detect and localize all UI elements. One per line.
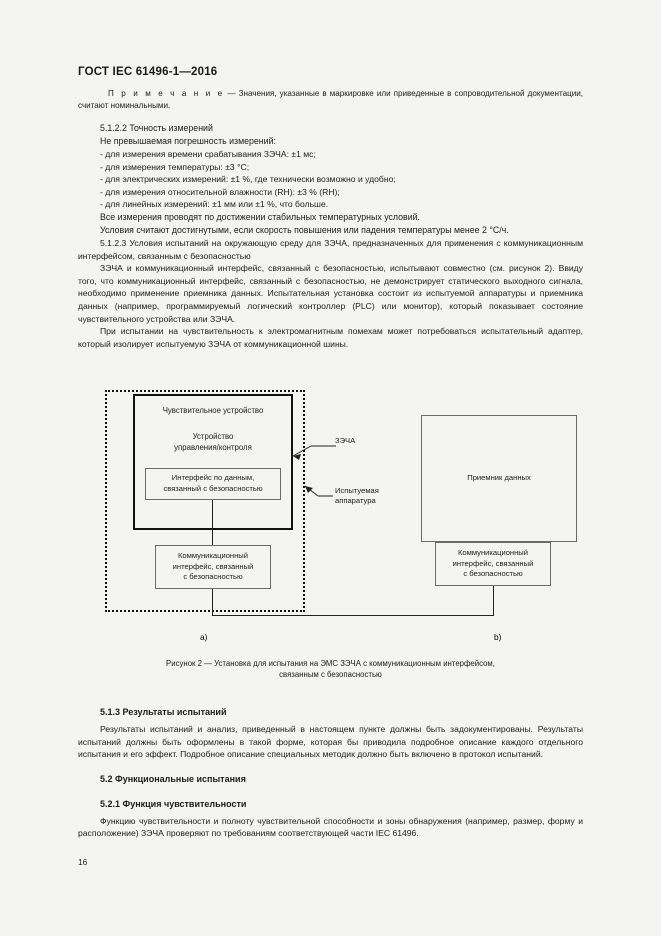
clause-5-1-2-2-tail-1: Все измерения проводят по достижении стабильных температурных условий.: [100, 211, 420, 222]
clause-5-1-2-3-paragraph-2: При испытании на чувствительность к электромагнитным помехам может потребоваться испытательный адаптер, который изолирует испытуемую ЗЭЧА от коммуникационной шины.: [78, 326, 583, 349]
data-interface-box: [145, 468, 281, 500]
body-column-lower: [78, 706, 583, 840]
sensing-device-label: Чувствительное устройство: [162, 406, 264, 415]
clause-5-2-1-paragraph-1: Функцию чувствительности и полноту чувствительной способности и зоны обнаружения (например, размер, форму и расположение) ЗЭЧА проверяют по требованиям соответствующей части IEC 61496.: [78, 815, 583, 839]
clause-5-2-1-heading: 5.2.1 Функция чувствительности: [100, 798, 247, 809]
figure-2: [0, 382, 661, 692]
bus-horizontal: [212, 615, 494, 616]
comm-left-line-1: Коммуникационный: [177, 551, 249, 561]
control-unit-line-1: Устройство: [192, 432, 234, 441]
clause-5-1-3-paragraph-1: Результаты испытаний и анализ, приведенный в настоящем пункте должны быть задокументированы. Результаты испытаний должны быть оформлены в такой форме, которая бы приводила подробное описание каждого отдельного испытания и его эффект. Подробное описание специальных методик должно быть включено в протокол испытаний.: [78, 724, 583, 760]
figure-caption-line-2: связанным с безопасностью: [279, 670, 382, 679]
clause-5-1-2-3-heading: 5.1.2.3 Условия испытаний на окружающую среду для ЗЭЧА, предназначенных для применения с коммуникационным интерфейсом, связанным с безопасностью: [78, 237, 583, 261]
clause-5-1-2-2-tail-2: Условия считают достигнутыми, если скорость повышения или падения температуры менее 2 °C/ч.: [100, 224, 509, 235]
comm-right-line-2: интерфейс, связанный: [452, 558, 534, 568]
label-tested-equipment: [335, 486, 379, 507]
comm-interface-right-label: [453, 548, 534, 580]
body-column: [78, 88, 583, 350]
clause-5-1-2-2-heading: 5.1.2.2 Точность измерений: [100, 123, 213, 133]
label-zecha: ЗЭЧА: [335, 436, 356, 445]
comm-left-line-2: интерфейс, связанный: [172, 561, 254, 571]
data-receiver-label: Приемник данных: [467, 473, 531, 483]
page-number: 16: [78, 857, 88, 867]
clause-5-2-heading: 5.2 Функциональные испытания: [100, 773, 246, 784]
leader-tested-diagonal: [305, 486, 318, 496]
note-dash: —: [224, 89, 239, 98]
comm-right-line-1: Коммуникационный: [457, 548, 529, 558]
document-header: ГОСТ IEC 61496-1—2016: [78, 66, 218, 78]
measurement-item-2: - для электрических измерений: ±1 %, где технически возможно и удобно;: [100, 174, 396, 185]
bus-right-drop: [493, 586, 494, 616]
subfigure-label-b: b): [494, 632, 502, 642]
measurement-item-4: - для линейных измерений: ±1 мм или ±1 %, что больше.: [100, 199, 329, 210]
clause-5-1-3-heading: 5.1.3 Результаты испытаний: [100, 707, 227, 717]
label-tested-line-1: Испытуемая: [335, 486, 379, 495]
data-interface-label: [163, 473, 262, 494]
bus-left-drop: [212, 589, 213, 616]
comm-interface-left-box: [155, 545, 271, 589]
note-label: П р и м е ч а н и е: [108, 89, 225, 98]
clause-5-1-2-3-paragraph-1: ЗЭЧА и коммуникационный интерфейс, связанный с безопасностью, испытывают совместно (см. рисунок 2). Ввиду того, что коммуникационный интерфейс, связанный с безопасностью, не демонстрирует статического выходного сигнала, необходимо применение приемника данных. Испытательная установка состоит из испытуемой аппаратуры и приемника данных (например, программируемый логический контроллер (PLC) или монитор), который показывает состояние чувствительного устройства или ЗЭЧА.: [78, 263, 583, 324]
control-unit-line-2: управления/контроля: [174, 442, 252, 452]
connector-data-to-comm-left: [212, 500, 213, 545]
comm-interface-left-label: [173, 551, 254, 583]
clause-5-1-2-2-intro: Не превышаемая погрешность измерений:: [100, 136, 276, 146]
note-text: Значения, указанные в маркировке или приведенные в сопроводительной документации, считают номинальными.: [78, 89, 584, 110]
sensing-device-box: [133, 394, 293, 530]
data-interface-line-2: связанный с безопасностью: [163, 484, 263, 493]
measurement-item-0: - для измерения времени срабатывания ЗЭЧА: ±1 мс;: [100, 149, 316, 159]
measurement-item-1: - для измерения температуры: ±3 °C;: [100, 161, 250, 172]
comm-right-line-3: с безопасностью: [463, 569, 523, 579]
arrowhead-tested: [305, 486, 313, 493]
label-tested-line-2: аппаратура: [335, 496, 376, 506]
comm-left-line-3: с безопасностью: [183, 572, 243, 582]
figure-caption: [0, 658, 661, 680]
control-unit-label: [135, 432, 291, 453]
measurement-item-3: - для измерения относительной влажности (RH): ±3 % (RH);: [100, 186, 340, 197]
note-paragraph: [78, 88, 583, 112]
figure-caption-line-1: Рисунок 2 — Установка для испытания на ЭМС ЗЭЧА с коммуникационным интерфейсом,: [166, 659, 495, 668]
subfigure-label-a: a): [200, 632, 208, 642]
comm-interface-right-box: [435, 542, 551, 586]
data-interface-line-1: Интерфейс по данным,: [171, 473, 255, 483]
data-receiver-box: [421, 415, 577, 542]
